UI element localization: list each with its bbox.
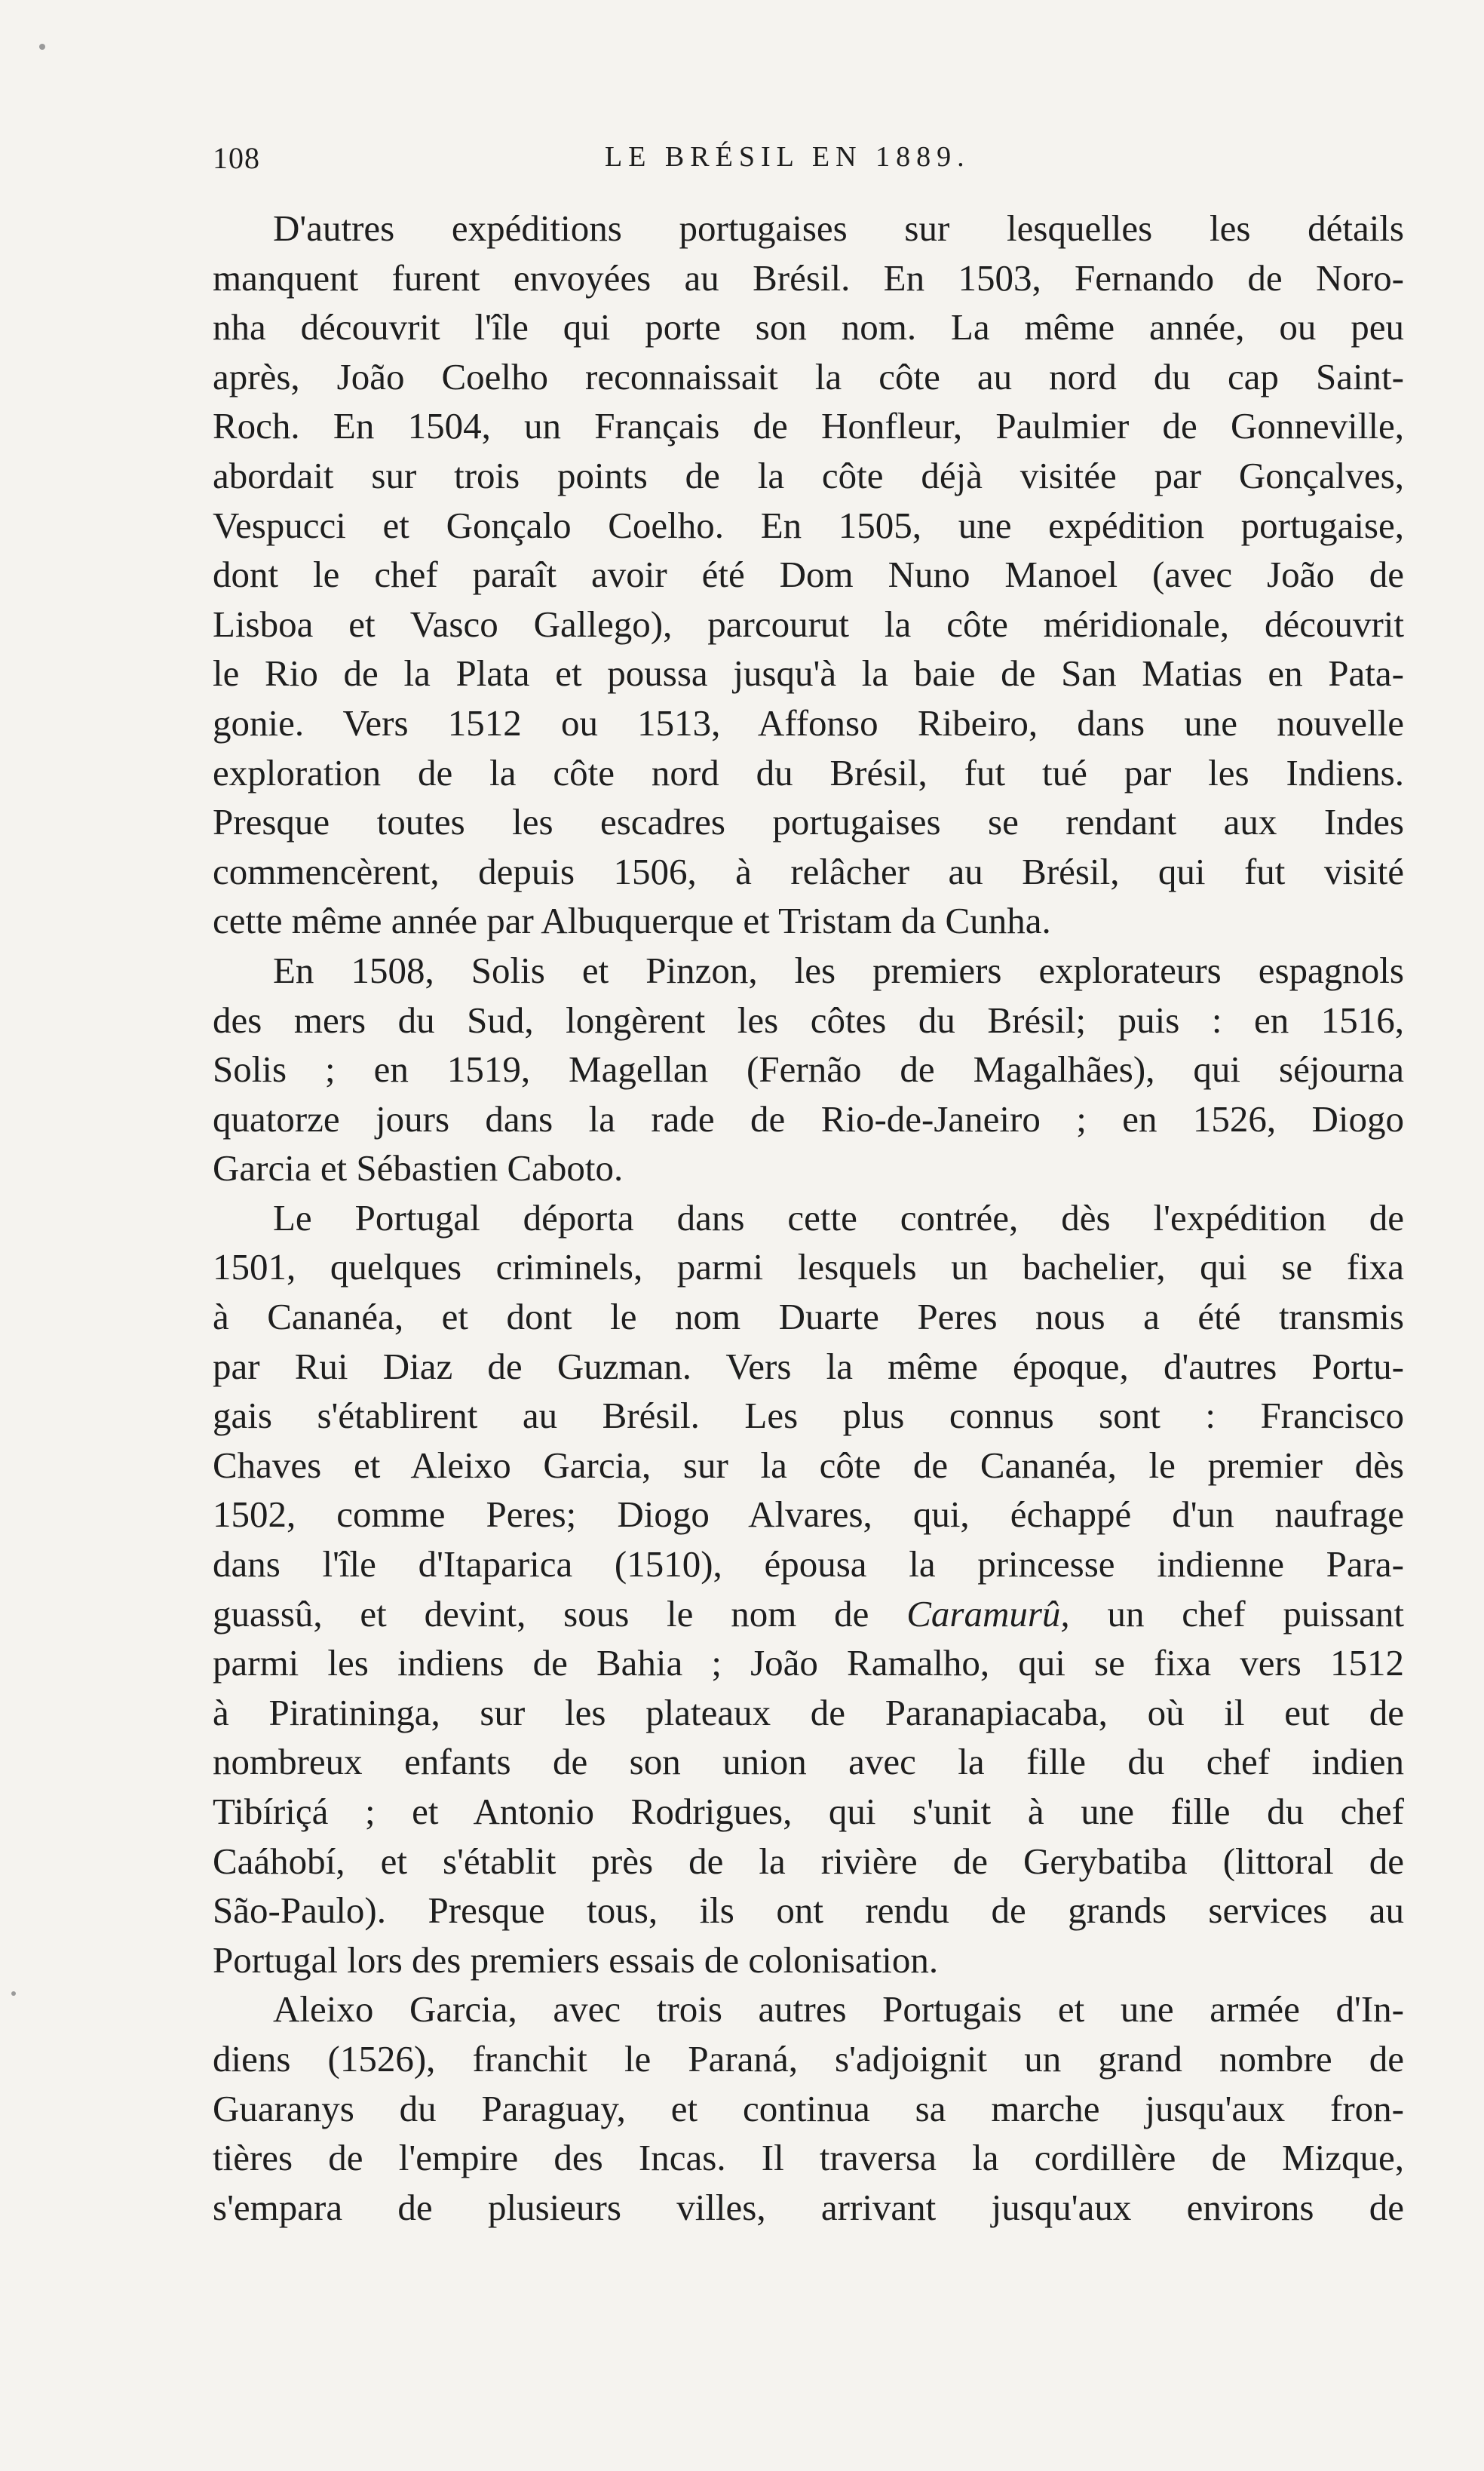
text-line: tières de l'empire des Incas. Il traversa la cordillère de Mizque, [213,2137,1404,2179]
text-line: des mers du Sud, longèrent les côtes du Brésil; puis : en 1516, [213,999,1404,1041]
text-line: Chaves et Aleixo Garcia, sur la côte de Cananéa, le premier dès [213,1444,1404,1486]
text-line: gais s'établirent au Brésil. Les plus connus sont : Francisco [213,1395,1404,1437]
text-line: Caáhobí, et s'établit près de la rivière de Gerybatiba (littoral de [213,1840,1404,1882]
text-segment: guassû, et devint, sous le nom de [213,1592,869,1635]
text-line: Solis ; en 1519, Magellan (Fernão de Magalhães), qui séjourna [213,1048,1404,1091]
text-line: abordait sur trois points de la côte déjà visitée par Gonçalves, [213,454,1404,496]
text-line: à Cananéa, et dont le nom Duarte Peres nous a été transmis [213,1296,1404,1338]
text-line: Vespucci et Gonçalo Coelho. En 1505, une expédition portugaise, [213,504,1404,546]
text-line: Aleixo Garcia, avec trois autres Portugais et une armée d'In- [273,1988,1404,2031]
text-line: gonie. Vers 1512 ou 1513, Affonso Ribeiro, dans une nouvelle [213,701,1404,744]
text-line: par Rui Diaz de Guzman. Vers la même époque, d'autres Portu- [213,1345,1404,1387]
text-segment: un chef puissant [1107,1592,1405,1635]
text-line: En 1508, Solis et Pinzon, les premiers explorateurs espagnols [273,949,1404,991]
italic-name: Caramurû, [906,1592,1070,1635]
text-line: à Piratininga, sur les plateaux de Paranapiacaba, où il eut de [213,1691,1404,1733]
text-line: nha découvrit l'île qui porte son nom. La même année, ou peu [213,306,1404,348]
text-line: s'empara de plusieurs villes, arrivant jusqu'aux environs de [213,2186,1404,2228]
text-line: quatorze jours dans la rade de Rio-de-Janeiro ; en 1526, Diogo [213,1097,1404,1140]
text-line: D'autres expéditions portugaises sur lesquelles les détails [273,207,1404,249]
paragraph [213,1193,1404,1985]
paragraph [213,1984,1404,2232]
page-number: 108 [213,141,260,175]
text-line: 1501, quelques criminels, parmi lesquels un bachelier, qui se fixa [213,1246,1404,1288]
text-line: Lisboa et Vasco Gallego), parcourut la côte méridionale, découvrit [213,603,1404,645]
text-line: le Rio de la Plata et poussa jusqu'à la baie de San Matias en Pata- [213,652,1404,695]
paper-speck [39,44,45,50]
text-line: São-Paulo). Presque tous, ils ont rendu de grands services au [213,1889,1404,1932]
text-line: dont le chef paraît avoir été Dom Nuno Manoel (avec João de [213,554,1404,596]
paragraph [213,204,1404,946]
text-line: 1502, comme Peres; Diogo Alvares, qui, échappé d'un naufrage [213,1493,1404,1536]
text-line: après, João Coelho reconnaissait la côte au nord du cap Saint- [213,355,1404,398]
running-head: LE BRÉSIL EN 1889. [605,141,970,173]
text-line: exploration de la côte nord du Brésil, fut tué par les Indiens. [213,751,1404,793]
text-line: Guaranys du Paraguay, et continua sa marche jusqu'aux fron- [213,2087,1404,2129]
text-line: Le Portugal déporta dans cette contrée, dès l'expédition de [273,1196,1404,1239]
text-line: Presque toutes les escadres portugaises se rendant aux Indes [213,801,1404,843]
paragraph [213,946,1404,1193]
text-line: Roch. En 1504, un Français de Honfleur, Paulmier de Gonneville, [213,405,1404,447]
text-line: parmi les indiens de Bahia ; João Ramalho, qui se fixa vers 1512 [213,1642,1404,1684]
text-line: Portugal lors des premiers essais de colonisation. [213,1938,939,1981]
paper-speck [11,1991,16,1996]
text-line: diens (1526), franchit le Paraná, s'adjoignit un grand nombre de [213,2037,1404,2080]
text-line: Garcia et Sébastien Caboto. [213,1147,624,1189]
text-line: commencèrent, depuis 1506, à relâcher au Brésil, qui fut visité [213,850,1404,892]
page-header [213,140,1404,178]
text-line: Tibíriçá ; et Antonio Rodrigues, qui s'unit à une fille du chef [213,1791,1404,1832]
text-line: dans l'île d'Itaparica (1510), épousa la princesse indienne Para- [213,1543,1404,1585]
body-text [213,204,1404,2232]
text-line: nombreux enfants de son union avec la fille du chef indien [213,1741,1404,1783]
text-line: cette même année par Albuquerque et Tristam da Cunha. [213,900,1051,942]
text-line-with-italic [213,1589,1404,1639]
text-line: manquent furent envoyées au Brésil. En 1503, Fernando de Noro- [213,256,1404,299]
